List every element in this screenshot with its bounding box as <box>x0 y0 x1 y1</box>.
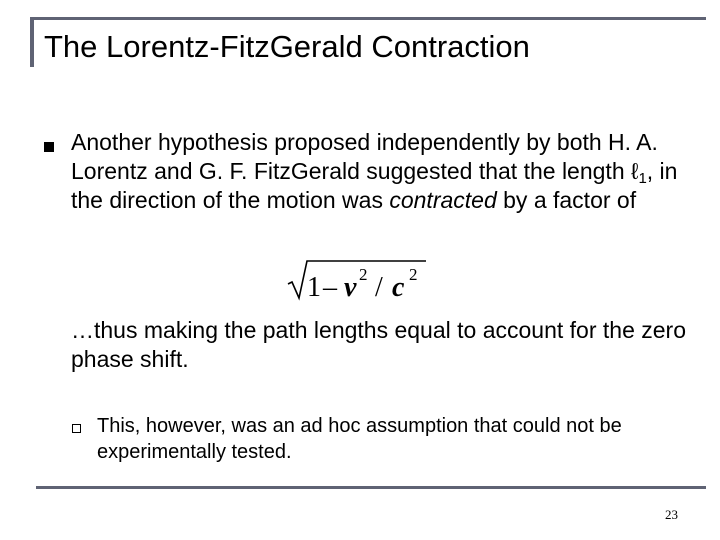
sub-bullet-text: This, however, was an ad hoc assumption that could not be experimentally tested. <box>97 415 622 463</box>
length-symbol: ℓ <box>631 158 639 184</box>
bullet-square-icon <box>44 142 54 152</box>
footer-line <box>36 486 706 489</box>
main-paragraph <box>71 128 691 215</box>
formula-c-exponent: 2 <box>409 265 418 284</box>
slide-title: The Lorentz-FitzGerald Contraction <box>44 29 530 64</box>
title-frame-left-bar <box>30 17 34 67</box>
paragraph-text-2: , in the direction of the motion was <box>71 158 678 213</box>
formula-c: c <box>392 272 405 302</box>
formula-svg <box>286 258 436 302</box>
paragraph-text-1: Another hypothesis proposed independently by both H. A. Lorentz and G. F. FitzGerald suggested that the length <box>71 129 658 184</box>
emphasis-contracted: contracted <box>389 187 497 213</box>
contraction-formula <box>286 258 436 302</box>
paragraph-text-3: by a factor of <box>496 187 637 213</box>
continuation-paragraph: …thus making the path lengths equal to account for the zero phase shift. <box>71 317 686 372</box>
title-frame-top-line <box>30 17 706 20</box>
page-number: 23 <box>665 507 678 522</box>
formula-minus: – <box>323 272 337 302</box>
formula-v-exponent: 2 <box>359 265 368 284</box>
formula-slash: / <box>375 272 383 302</box>
formula-v: v <box>344 272 357 302</box>
hollow-square-bullet-icon <box>72 424 81 433</box>
length-subscript: 1 <box>638 170 647 187</box>
formula-one: 1 <box>307 272 321 302</box>
